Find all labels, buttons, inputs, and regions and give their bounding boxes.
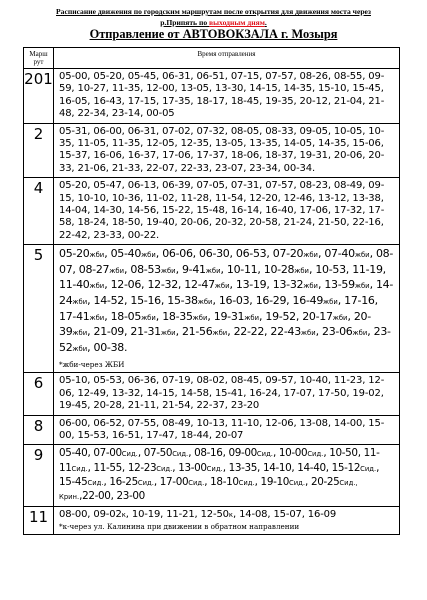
departure-time-text: ,22-00, 23-00 <box>79 490 145 503</box>
departure-time-text: , 07-40 <box>317 247 355 261</box>
departure-time-text: , 08-53 <box>124 262 161 276</box>
route-variant-mark: жби <box>72 329 88 338</box>
route-variant-mark: жби <box>197 298 213 307</box>
departure-time-text: , 22-22, 22-43 <box>227 325 301 339</box>
route-variant-mark: Сид. <box>71 464 88 473</box>
departure-time-text: , 19-10 <box>254 475 290 488</box>
heading-line1: Расписание движения по городским маршрутам после открытия для движения моста через <box>56 7 371 16</box>
route-variant-mark: жби <box>89 251 105 260</box>
departure-time-text: , 11-55, 12-23 <box>87 461 157 474</box>
route-variant-mark: жби <box>109 266 124 275</box>
route-variant-mark: жби <box>354 282 370 291</box>
route-number: 11 <box>24 507 54 534</box>
departure-time-text: , 00-38. <box>87 340 128 354</box>
route-variant-mark: жби <box>244 313 259 322</box>
route-variant-mark: жби <box>212 329 228 338</box>
timetable-body <box>24 48 400 535</box>
route-variant-mark: Сид. <box>87 478 104 487</box>
departure-time-text: 05-00, 05-20, 05-45, 06-31, 06-51, 07-15, 07-57, 08-26, 08-55, 09-59, 10-27, 11-35, 12-00, 13-05, 13-30, 14-15, 14-35, 15-10, 15-45, 16-05, 16-43, 17-15, 17-35, 18-17, 18-45, 19-35, 20-12, 21-04, 21-48, 22-34, 23-14, 00-05 <box>59 71 385 120</box>
route-row <box>24 123 400 178</box>
route-variant-mark: к <box>121 511 126 520</box>
route-variant-mark: жби <box>89 313 105 322</box>
route-variant-mark: жби <box>214 282 230 291</box>
route-variant-mark: Сид. <box>256 450 273 459</box>
departure-time-text: 05-40, 07-00 <box>59 447 122 460</box>
departure-time-text: , 16-25 <box>103 475 138 488</box>
departure-times <box>54 123 400 178</box>
route-number: 9 <box>24 445 54 507</box>
route-row <box>24 178 400 245</box>
timetable-header-row <box>24 48 400 69</box>
route-variant-mark: жби <box>300 329 316 338</box>
schedule-heading <box>12 6 415 28</box>
route-variant-mark: жби <box>72 298 88 307</box>
route-row <box>24 69 400 124</box>
departure-time-text: , 13-35, 14-10, 14-40, 15-12 <box>222 461 361 474</box>
departure-title: Отправление от АВТОВОКЗАЛА г. Мозыря <box>89 27 338 41</box>
departure-time-text: , 18-05 <box>104 309 142 323</box>
departure-time-text: , 21-56 <box>175 325 213 339</box>
route-variant-mark: жби <box>160 266 176 275</box>
route-variant-mark: Сид. <box>360 464 377 473</box>
route-footnote: *к-через ул. Калинина при движении в обратном направлении <box>59 521 300 531</box>
departure-time-text: , 9-41 <box>175 262 206 276</box>
route-variant-mark: жби <box>352 329 368 338</box>
route-variant-mark: жби <box>303 282 318 291</box>
departure-times <box>54 507 400 534</box>
departure-time-text: 08-00, 09-02 <box>59 509 122 521</box>
departure-time-text: , 13-19, 13-32 <box>229 278 304 292</box>
departure-time-text: 05-31, 06-00, 06-31, 07-02, 07-32, 08-05, 08-33, 09-05, 10-05, 10-35, 11-05, 11-35, 12-05, 12-35, 13-05, 13-35, 14-05, 14-35, 15-06, 15-37, 16-06, 16-37, 17-06, 17-37, 18-06, 18-37, 19-31, 20-06, 20-33, 21-06, 21-33, 22-07, 22-33, 23-07, 23-34, 00-34. <box>59 125 385 174</box>
departure-times <box>54 373 400 415</box>
departure-time-text: 05-20, 05-47, 06-13, 06-39, 07-05, 07-31, 07-57, 08-23, 08-49, 09-15, 10-10, 10-36, 11-02, 11-28, 11-54, 12-20, 12-46, 13-12, 13-38, 14-04, 14-30, 14-56, 15-22, 15-48, 16-14, 16-40, 17-06, 17-32, 17-58, 18-24, 18-50, 19-40, 20-06, 20-32, 20-58, 21-24, 21-50, 22-16, 22-42, 23-33, 00-22. <box>59 180 385 241</box>
route-row <box>24 415 400 445</box>
heading-line2-prefix: р.Припять по <box>160 18 210 27</box>
departure-time-text: , 16-03, 16-29, 16-49 <box>212 294 324 308</box>
route-variant-mark: Сид. <box>307 450 324 459</box>
departure-time-text: , 14-08, 15-07, 16-09 <box>233 509 337 521</box>
route-variant-mark: Сид. <box>238 478 255 487</box>
departure-times <box>54 245 400 373</box>
departure-time-text: , 08-07, 08-27 <box>59 247 394 276</box>
departure-time-text: , 15-45 <box>59 461 380 488</box>
departure-time-text: 05-10, 05-53, 06-36, 07-19, 08-02, 08-45, 09-57, 10-40, 11-23, 12-06, 12-49, 13-32, 14-15, 14-58, 15-41, 16-24, 17-07, 17-50, 19-02, 19-45, 20-28, 21-11, 21-54, 22-37, 23-20 <box>59 375 385 412</box>
route-variant-mark: жби <box>332 313 348 322</box>
route-variant-mark: Сид., Крин. <box>59 478 358 502</box>
column-header-time: Время отправления <box>54 48 400 69</box>
route-number: 6 <box>24 373 54 415</box>
route-footnote: *жби-через ЖБИ <box>59 360 125 370</box>
departure-time-text: , 17-16, 17-41 <box>59 294 378 323</box>
route-variant-mark: жби <box>354 251 370 260</box>
departure-time-text: , 20-39 <box>59 309 371 339</box>
departure-time-text: , 10-53, 11-19, 11-40 <box>59 262 386 292</box>
departure-time-text: 05-20 <box>59 247 90 261</box>
departure-time-text: , 18-35 <box>155 309 193 323</box>
departure-time-text: 06-00, 06-52, 07-55, 08-49, 10-13, 11-10, 12-06, 13-08, 14-00, 15-00, 15-53, 16-51, 17-47, 18-44, 20-07 <box>59 417 385 442</box>
route-variant-mark: жби <box>141 251 156 260</box>
route-number: 201 <box>24 69 54 124</box>
route-number: 8 <box>24 415 54 445</box>
route-variant-mark: жби <box>205 266 221 275</box>
departure-times <box>54 415 400 445</box>
route-number: 4 <box>24 178 54 245</box>
departure-time-text: , 17-00 <box>153 475 189 488</box>
route-variant-mark: Сид. <box>188 478 205 487</box>
route-variant-mark: Сид. <box>137 478 154 487</box>
heading-line2-suffix: . <box>264 18 267 27</box>
route-variant-mark: Сид. <box>172 450 189 459</box>
route-row <box>24 445 400 507</box>
departure-times <box>54 178 400 245</box>
route-variant-mark: к <box>228 511 234 520</box>
departure-time-text: , 10-50, 11-11 <box>59 447 380 474</box>
departure-time-text: , 19-52, 20-17 <box>258 309 333 323</box>
route-row <box>24 507 400 534</box>
departure-time-text: , 23-52 <box>59 325 391 354</box>
route-row <box>24 373 400 415</box>
departure-time-text: , 14-52, 15-16, 15-38 <box>87 294 198 308</box>
departure-time-text: , 13-00 <box>172 461 207 474</box>
departure-time-text: , 07-50 <box>137 447 173 460</box>
route-variant-mark: жби <box>160 329 176 338</box>
route-number: 5 <box>24 245 54 373</box>
route-variant-mark: жби <box>141 313 156 322</box>
route-number: 2 <box>24 123 54 178</box>
route-variant-mark: Сид. <box>206 464 223 473</box>
departure-time-text: , 05-40 <box>104 247 142 261</box>
departure-time-text: , 20-25 <box>305 475 340 488</box>
departure-time-text: , 10-00 <box>272 447 308 460</box>
heading-weekend-note: выходным дням <box>209 18 265 27</box>
departure-time-text: , 13-59 <box>317 278 355 292</box>
route-variant-mark: Сид. <box>156 464 173 473</box>
route-variant-mark: жби <box>192 313 208 322</box>
route-variant-mark: жби <box>303 251 318 260</box>
timetable <box>23 47 400 535</box>
route-variant-mark: жби <box>323 298 338 307</box>
route-variant-mark: Сид. <box>121 450 138 459</box>
route-variant-mark: жби <box>294 266 309 275</box>
departure-time-text: , 06-06, 06-30, 06-53, 07-20 <box>155 247 304 261</box>
departure-time-text: , 14-24 <box>59 278 394 308</box>
departure-time-text: , 10-11, 10-28 <box>220 262 295 276</box>
column-header-route: Марш рут <box>24 48 54 69</box>
route-variant-mark: жби <box>89 282 105 291</box>
departure-time-text: , 10-19, 11-21, 12-50 <box>125 509 229 521</box>
departure-times <box>54 445 400 507</box>
departure-time-text: , 12-06, 12-32, 12-47 <box>104 278 215 292</box>
route-variant-mark: Сид. <box>289 478 306 487</box>
departure-time-text: , 23-06 <box>315 325 353 339</box>
route-variant-mark: жби <box>72 344 88 353</box>
departure-times <box>54 69 400 124</box>
departure-time-text: , 08-16, 09-00 <box>188 447 257 460</box>
departure-time-text: , 18-10 <box>204 475 239 488</box>
departure-time-text: , 21-09, 21-31 <box>87 325 161 339</box>
route-row <box>24 245 400 373</box>
departure-time-text: , 19-31 <box>207 309 245 323</box>
